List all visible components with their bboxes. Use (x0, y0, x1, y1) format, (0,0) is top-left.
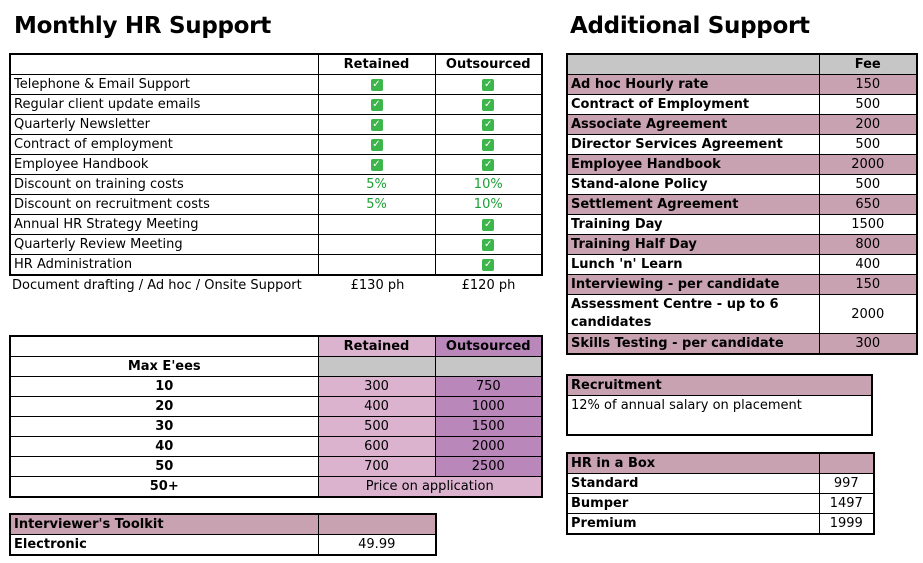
feature-label: Regular client update emails (10, 95, 318, 115)
service-label: Training Half Day (567, 235, 819, 255)
table-row (10, 215, 542, 235)
feature-label: HR Administration (10, 255, 318, 276)
service-fee: 150 (819, 75, 917, 95)
table-row (10, 255, 542, 276)
service-fee: 650 (819, 195, 917, 215)
monthly-title: Monthly HR Support (14, 13, 271, 39)
toolkit-value: 49.99 (318, 535, 436, 556)
table-row (567, 175, 917, 195)
pricing-header-row (10, 336, 542, 357)
retained-cell (318, 235, 435, 255)
outsourced-cell (435, 255, 542, 276)
price-on-application: Price on application (318, 477, 542, 498)
service-fee: 2000 (819, 295, 917, 334)
employee-count: 30 (10, 417, 318, 437)
retained-cell (318, 155, 435, 175)
table-row (10, 135, 542, 155)
service-fee: 150 (819, 275, 917, 295)
service-label: Lunch 'n' Learn (567, 255, 819, 275)
footer-outsourced: £120 ph (461, 278, 516, 293)
retained-cell (318, 75, 435, 95)
retained-cell (318, 195, 435, 215)
employee-count: 10 (10, 377, 318, 397)
retained-cell (318, 135, 435, 155)
table-row (10, 175, 542, 195)
table-row (10, 477, 542, 498)
service-fee: 500 (819, 175, 917, 195)
retained-price: 700 (318, 457, 435, 477)
table-row (10, 235, 542, 255)
service-fee: 2000 (819, 155, 917, 175)
feature-label: Discount on training costs (10, 175, 318, 195)
checkmark-icon: ✓ (372, 98, 381, 110)
pricing-max-row (10, 357, 542, 377)
retained-price: 300 (318, 377, 435, 397)
table-row (567, 95, 917, 115)
table-row (10, 457, 542, 477)
package-label: Bumper (567, 494, 819, 514)
footer-label: Document drafting / Ad hoc / Onsite Support (12, 278, 302, 293)
table-row (567, 215, 917, 235)
outsourced-cell (435, 95, 542, 115)
checkmark-icon: ✓ (484, 78, 493, 90)
checkmark-icon: ✓ (372, 78, 381, 90)
monthly-footer-row (9, 276, 541, 295)
hrbox-header: HR in a Box (567, 453, 819, 474)
monthly-header-row (10, 54, 542, 75)
service-label: Training Day (567, 215, 819, 235)
table-row (10, 437, 542, 457)
feature-label: Contract of employment (10, 135, 318, 155)
outsourced-cell (435, 155, 542, 175)
table-row (567, 514, 874, 535)
feature-label: Quarterly Review Meeting (10, 235, 318, 255)
service-label (567, 295, 819, 334)
outsourced-cell (435, 135, 542, 155)
table-row (567, 75, 917, 95)
service-label: Ad hoc Hourly rate (567, 75, 819, 95)
retained-cell (318, 175, 435, 195)
checkmark-icon: ✓ (372, 158, 381, 170)
outsourced-price: 1000 (435, 397, 542, 417)
monthly-support-table (9, 53, 543, 276)
checkmark-icon: ✓ (484, 218, 493, 230)
table-row (567, 474, 874, 494)
service-fee: 500 (819, 135, 917, 155)
checkmark-icon: ✓ (484, 98, 493, 110)
service-fee: 400 (819, 255, 917, 275)
retained-cell (318, 255, 435, 276)
feature-label: Telephone & Email Support (10, 75, 318, 95)
employee-count: 40 (10, 437, 318, 457)
pricing-outsourced-header: Outsourced (435, 336, 542, 357)
service-label-line1: Assessment Centre - up to 6 (571, 297, 779, 312)
table-row (10, 155, 542, 175)
outsourced-header: Outsourced (435, 54, 542, 75)
package-label: Premium (567, 514, 819, 535)
outsourced-price: 1500 (435, 417, 542, 437)
table-row (567, 155, 917, 175)
retained-price: 400 (318, 397, 435, 417)
retained-price: 500 (318, 417, 435, 437)
outsourced-cell (435, 75, 542, 95)
recruitment-header: Recruitment (567, 375, 872, 396)
retained-value: 5% (366, 197, 387, 212)
employee-count: 20 (10, 397, 318, 417)
footer-retained: £130 ph (350, 278, 405, 293)
table-row (567, 494, 874, 514)
table-row (10, 75, 542, 95)
feature-label: Annual HR Strategy Meeting (10, 215, 318, 235)
outsourced-price: 2500 (435, 457, 542, 477)
service-label: Stand-alone Policy (567, 175, 819, 195)
checkmark-icon: ✓ (484, 118, 493, 130)
service-fee: 500 (819, 95, 917, 115)
outsourced-value: 10% (473, 177, 503, 192)
table-row (10, 115, 542, 135)
table-row (567, 135, 917, 155)
table-row (567, 115, 917, 135)
toolkit-table (9, 513, 437, 556)
service-label: Skills Testing - per candidate (567, 334, 819, 355)
feature-label: Employee Handbook (10, 155, 318, 175)
table-row (567, 295, 917, 334)
service-fee: 800 (819, 235, 917, 255)
retained-price: 600 (318, 437, 435, 457)
outsourced-cell (435, 215, 542, 235)
package-price: 997 (819, 474, 874, 494)
recruitment-text: 12% of annual salary on placement (571, 398, 802, 413)
retained-cell (318, 215, 435, 235)
employee-count: 50 (10, 457, 318, 477)
table-row (567, 334, 917, 355)
retained-value: 5% (366, 177, 387, 192)
service-label: Interviewing - per candidate (567, 275, 819, 295)
checkmark-icon: ✓ (372, 138, 381, 150)
service-label-line2: candidates (571, 315, 652, 330)
additional-title: Additional Support (570, 13, 810, 39)
pricing-table (9, 335, 543, 498)
outsourced-price: 2000 (435, 437, 542, 457)
table-row (10, 397, 542, 417)
max-employees-label: Max E'ees (10, 357, 318, 377)
outsourced-cell (435, 235, 542, 255)
service-label: Director Services Agreement (567, 135, 819, 155)
service-fee: 1500 (819, 215, 917, 235)
outsourced-value: 10% (473, 197, 503, 212)
outsourced-cell (435, 195, 542, 215)
recruitment-table (566, 374, 873, 436)
feature-label: Quarterly Newsletter (10, 115, 318, 135)
package-price: 1497 (819, 494, 874, 514)
hr-in-a-box-table (566, 452, 875, 535)
table-row (567, 255, 917, 275)
service-label: Associate Agreement (567, 115, 819, 135)
table-row (10, 417, 542, 437)
toolkit-label: Electronic (10, 535, 318, 556)
table-row (10, 95, 542, 115)
table-row (567, 195, 917, 215)
checkmark-icon: ✓ (484, 138, 493, 150)
outsourced-cell (435, 115, 542, 135)
fee-header: Fee (819, 54, 917, 75)
table-row (10, 195, 542, 215)
service-label: Employee Handbook (567, 155, 819, 175)
feature-label: Discount on recruitment costs (10, 195, 318, 215)
checkmark-icon: ✓ (484, 158, 493, 170)
package-label: Standard (567, 474, 819, 494)
service-fee: 300 (819, 334, 917, 355)
checkmark-icon: ✓ (484, 258, 493, 270)
retained-cell (318, 115, 435, 135)
outsourced-price: 750 (435, 377, 542, 397)
table-row (567, 235, 917, 255)
retained-header: Retained (318, 54, 435, 75)
package-price: 1999 (819, 514, 874, 535)
table-row (567, 275, 917, 295)
pricing-retained-header: Retained (318, 336, 435, 357)
retained-cell (318, 95, 435, 115)
service-label: Contract of Employment (567, 95, 819, 115)
checkmark-icon: ✓ (484, 238, 493, 250)
outsourced-cell (435, 175, 542, 195)
additional-support-table (566, 53, 918, 355)
service-label: Settlement Agreement (567, 195, 819, 215)
service-fee: 200 (819, 115, 917, 135)
employee-count: 50+ (10, 477, 318, 498)
checkmark-icon: ✓ (372, 118, 381, 130)
table-row (10, 377, 542, 397)
toolkit-header: Interviewer's Toolkit (10, 514, 318, 535)
